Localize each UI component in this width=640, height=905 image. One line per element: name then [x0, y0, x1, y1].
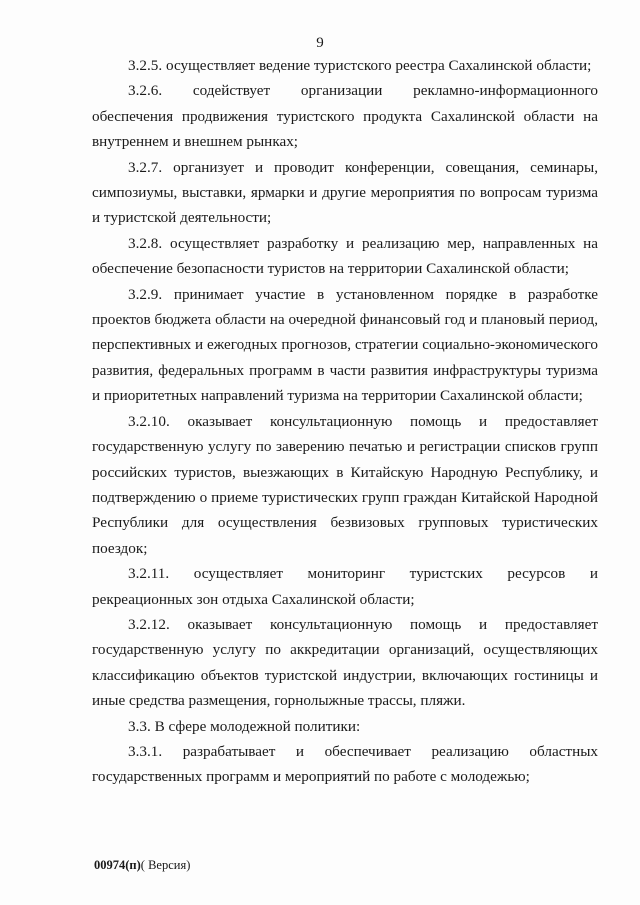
document-footer [94, 858, 190, 873]
paragraph-3-2-12: 3.2.12. оказывает консультационную помощь и предоставляет государственную услугу по аккредитации организаций, осуществляющих классификацию объектов туристской индустрии, включающих гостиницы и иные средства размещения, горнолыжные трассы, пляжи. [92, 615, 598, 710]
document-version: ( Версия) [140, 858, 191, 872]
paragraph-3-2-7: 3.2.7. организует и проводит конференции, совещания, семинары, симпозиумы, выставки, ярмарки и другие мероприятия по вопросам туризма и туристской деятельности; [92, 158, 598, 227]
page-number: 9 [316, 35, 324, 51]
paragraph-3-2-11: 3.2.11. осуществляет мониторинг туристских ресурсов и рекреационных зон отдыха Сахалинской области; [92, 565, 598, 608]
document-body [92, 53, 598, 790]
paragraph-3-2-5: 3.2.5. осуществляет ведение туристского реестра Сахалинской области; [128, 57, 592, 74]
paragraph-3-2-6: 3.2.6. содействует организации рекламно-информационного обеспечения продвижения туристского продукта Сахалинской области на внутреннем и внешнем рынках; [92, 82, 598, 151]
paragraph-3-2-9: 3.2.9. принимает участие в установленном порядке в разработке проектов бюджета области на очередной финансовый год и плановый период, перспективных и ежегодных прогнозов, стратегии социально-экономического развития, федеральных программ в части развития инфраструктуры туризма и приоритетных направлений туризма на территории Сахалинской области; [92, 285, 598, 405]
document-number: 00974(п) [94, 858, 141, 872]
paragraph-3-2-10: 3.2.10. оказывает консультационную помощь и предоставляет государственную услугу по заверению печатью и регистрации списков групп российских туристов, выезжающих в Китайскую Народную Республику, и подтверждению о приеме туристических групп граждан Китайской Народной Республики для осуществления безвизовых групповых туристических поездок; [92, 412, 598, 557]
section-heading-3-3: 3.3. В сфере молодежной политики: [128, 717, 361, 735]
paragraph-3-2-8: 3.2.8. осуществляет разработку и реализацию мер, направленных на обеспечение безопасности туристов на территории Сахалинской области; [92, 234, 598, 278]
paragraph-3-3-1: 3.3.1. разрабатывает и обеспечивает реализацию областных государственных программ и мероприятий по работе с молодежью; [92, 742, 598, 786]
